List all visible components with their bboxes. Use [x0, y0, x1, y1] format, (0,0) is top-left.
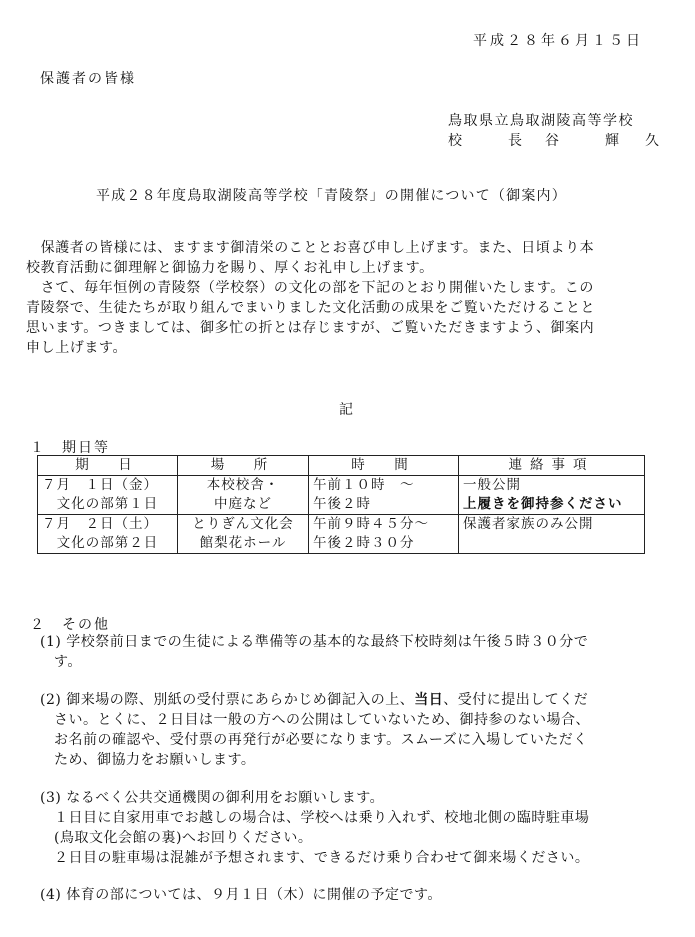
cell-line: 中庭など — [214, 496, 272, 512]
item-line — [40, 690, 670, 710]
cell-line: 一般公開 — [463, 477, 521, 493]
note-item-4 — [40, 885, 670, 905]
note-cell — [459, 515, 645, 554]
document-title: 平成２８年度鳥取湖陵高等学校「青陵祭」の開催について（御案内） — [96, 188, 567, 204]
body-line: 青陵祭で、生徒たちが取り組んでまいりました文化活動の成果をご覧いただけることと — [26, 300, 596, 316]
body-line: 申し上げます。 — [26, 340, 128, 356]
item-text: 、受付に提出してくだ — [443, 692, 589, 708]
item-line: す。 — [54, 654, 82, 670]
cell-line: 午後２時 — [313, 496, 371, 512]
place-cell — [178, 476, 309, 515]
item-line: (3) なるべく公共交通機関の御利用をお願いします。 — [40, 790, 385, 806]
principal-title: 校 長 — [448, 133, 528, 149]
body-line: さて、毎年恒例の青陵祭（学校祭）の文化の部を下記のとおり開催いたします。この — [26, 280, 594, 296]
item-line: １日目に自家用車でお越しの場合は、学校へは乗り入れず、校地北側の臨時駐車場 — [54, 810, 590, 826]
note-item-2 — [40, 690, 670, 770]
table-row — [38, 476, 645, 515]
item-line: (鳥取文化会館の裏)へお回りください。 — [54, 830, 313, 846]
cell-line: とりぎん文化会 — [192, 516, 294, 532]
principal-name: 谷 輝 久 — [545, 133, 665, 149]
cell-line: 文化の部第２日 — [56, 535, 159, 551]
note-item-3 — [40, 788, 670, 868]
section2-heading: ２ その他 — [30, 617, 110, 633]
cell-line: 上履きを御持参ください — [463, 496, 623, 512]
column-header: 場 所 — [178, 456, 309, 476]
item-line: ため、御協力をお願いします。 — [54, 752, 256, 768]
cell-line: ７月 １日（金） — [42, 477, 158, 493]
table-row — [38, 515, 645, 554]
date-line: 平成２８年６月１５日 — [473, 33, 643, 49]
cell-line: 館梨花ホール — [199, 535, 287, 551]
item-emphasis: 当日 — [414, 692, 444, 708]
item-line: お名前の確認や、受付票の再発行が必要になります。スムーズに入場していただく — [54, 732, 588, 748]
item-line: さい。とくに、２日目は一般の方への公開はしていないため、御持参のない場合、 — [54, 712, 590, 728]
note-item-1 — [40, 632, 670, 672]
column-header: 連絡事項 — [459, 456, 645, 476]
body-line: 保護者の皆様には、ますます御清栄のこととお喜び申し上げます。また、日頃より本 — [26, 240, 595, 256]
schedule-table — [37, 455, 645, 554]
body-text — [26, 238, 671, 358]
date-cell — [38, 515, 178, 554]
school-name: 鳥取県立鳥取湖陵高等学校 — [448, 113, 634, 129]
cell-line: ７月 ２日（土） — [42, 516, 158, 532]
addressee: 保護者の皆様 — [40, 71, 136, 87]
cell-line: 午前１０時 ～ — [313, 477, 415, 493]
cell-line: 午前９時４５分～ — [313, 516, 429, 532]
item-line: (1) 学校祭前日までの生徒による準備等の基本的な最終下校時刻は午後５時３０分で — [40, 634, 589, 650]
cell-line: 本校校舎・ — [206, 477, 280, 493]
time-cell — [309, 515, 459, 554]
cell-line: 午後２時３０分 — [313, 535, 415, 551]
cell-line: 文化の部第１日 — [56, 496, 159, 512]
note-cell — [459, 476, 645, 515]
item-line: (4) 体育の部については、９月１日（木）に開催の予定です。 — [40, 887, 442, 903]
date-cell — [38, 476, 178, 515]
body-line: 校教育活動に御理解と御協力を賜り、厚くお礼申し上げます。 — [26, 260, 434, 276]
ki-heading: 記 — [339, 402, 353, 418]
cell-line: 保護者家族のみ公開 — [463, 516, 594, 532]
item-line: ２日目の駐車場は混雑が予想されます、できるだけ乗り合わせて御来場ください。 — [54, 850, 590, 866]
place-cell — [178, 515, 309, 554]
column-header: 期 日 — [38, 456, 178, 476]
table-header-row — [38, 456, 645, 476]
item-text: (2) 御来場の際、別紙の受付票にあらかじめ御記入の上、 — [40, 692, 415, 708]
body-line: 思います。つきましては、御多忙の折とは存じますが、ご覧いただきますよう、御案内 — [26, 320, 595, 336]
section1-heading: １ 期日等 — [30, 440, 110, 456]
time-cell — [309, 476, 459, 515]
column-header: 時 間 — [309, 456, 459, 476]
